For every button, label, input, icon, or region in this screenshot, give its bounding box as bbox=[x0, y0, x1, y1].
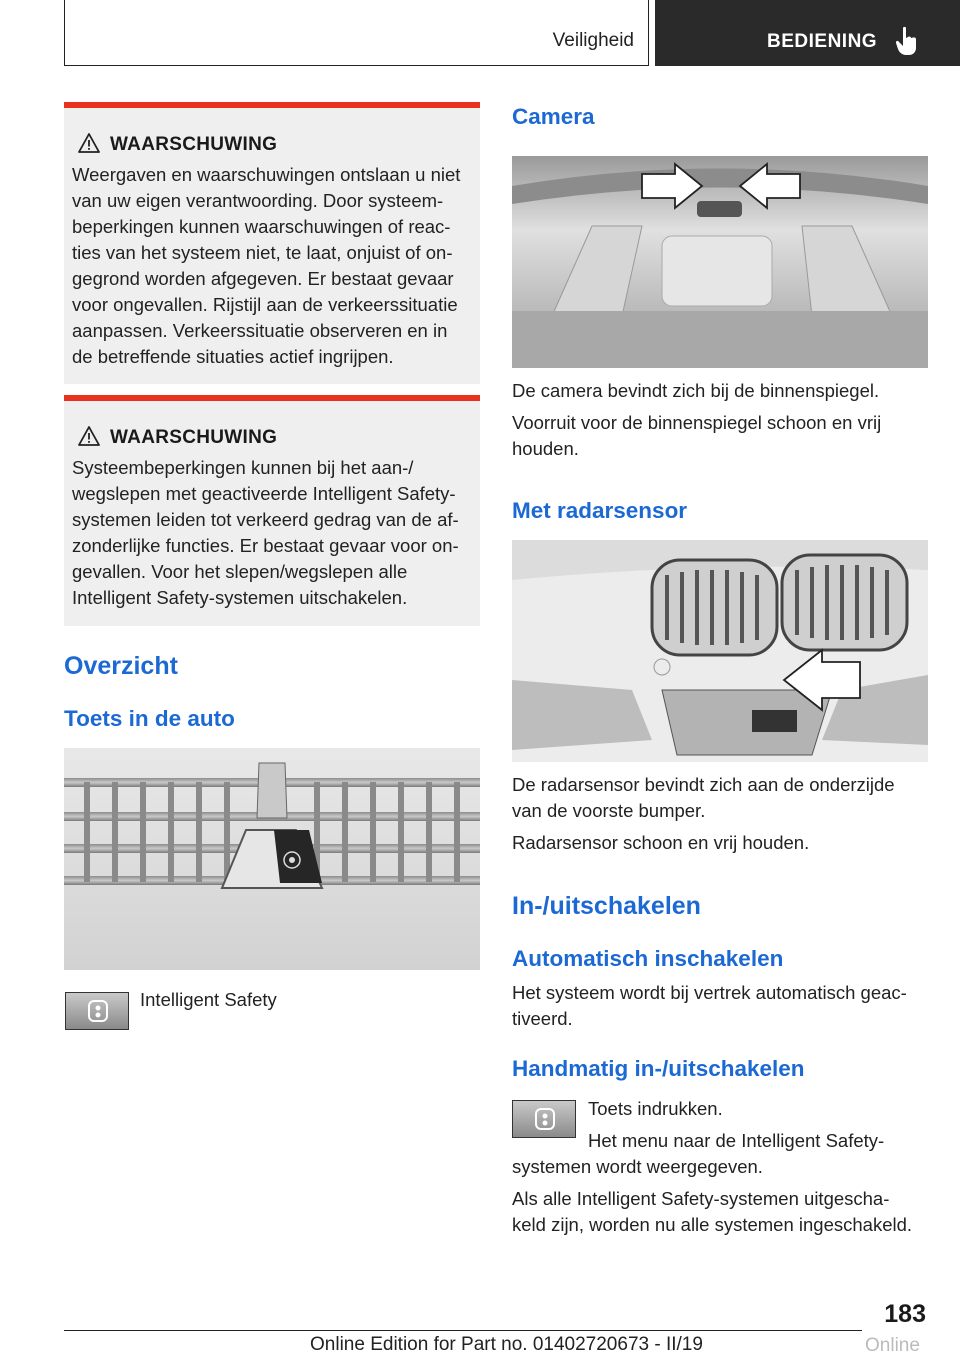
warning-line: Systeembeperkingen kunnen bij het aan-/ bbox=[72, 457, 414, 478]
warning-line: voor ongevallen. Rijstijl aan de verkeerssituatie bbox=[72, 294, 458, 315]
warning-line: ties van het systeem niet, te laat, onjuist of on- bbox=[72, 242, 453, 263]
header-section-box bbox=[64, 0, 649, 66]
manual-result-line-1: Het menu naar de Intelligent Safety- bbox=[588, 1130, 885, 1151]
warning-title-text: WAARSCHUWING bbox=[110, 134, 278, 155]
warning-triangle-icon bbox=[78, 133, 100, 153]
warning-triangle-icon bbox=[78, 426, 100, 446]
header-chapter-title: BEDIENING bbox=[767, 31, 878, 52]
camera-image bbox=[512, 156, 928, 368]
warning-line: beperkingen kunnen waarschuwingen of reac- bbox=[72, 216, 451, 237]
pointing-hand-icon bbox=[895, 26, 919, 56]
camera-clean-text bbox=[512, 410, 881, 462]
radar-clean-text: Radarsensor schoon en vrij houden. bbox=[512, 832, 810, 853]
warning-title-2 bbox=[72, 427, 472, 451]
intelligent-safety-button-icon bbox=[512, 1100, 576, 1138]
manual-result-line-2: systemen wordt weergegeven. bbox=[512, 1156, 763, 1177]
text-line: keld zijn, worden nu alle systemen ingeschakeld. bbox=[512, 1214, 913, 1235]
text-line: De radarsensor bevindt zich aan de onderzijde bbox=[512, 774, 895, 795]
text-line: Voorruit voor de binnenspiegel schoon en vrij bbox=[512, 412, 882, 433]
text-line: Als alle Intelligent Safety-systemen uitgescha- bbox=[512, 1188, 890, 1209]
onoff-heading: In-/uitschakelen bbox=[512, 892, 701, 920]
warning-line: gevallen. Voor het slepen/wegslepen alle bbox=[72, 561, 408, 582]
warning-text-2 bbox=[72, 455, 472, 611]
overview-heading: Overzicht bbox=[64, 652, 178, 680]
warning-box-2 bbox=[64, 395, 480, 626]
warning-line: aanpassen. Verkeerssituatie observeren en in bbox=[72, 320, 448, 341]
header-chapter-box bbox=[655, 0, 960, 66]
warning-line: Weergaven en waarschuwingen ontslaan u niet bbox=[72, 164, 461, 185]
intelligent-safety-button-icon bbox=[65, 992, 129, 1030]
manual-step-text: Toets indrukken. bbox=[588, 1098, 723, 1119]
manual-note-text bbox=[512, 1186, 912, 1238]
text-line: tiveerd. bbox=[512, 1008, 573, 1029]
manual-onoff-heading: Handmatig in-/uitschakelen bbox=[512, 1056, 805, 1081]
button-in-car-heading: Toets in de auto bbox=[64, 706, 235, 731]
radar-image bbox=[512, 540, 928, 762]
warning-title-text: WAARSCHUWING bbox=[110, 427, 278, 448]
warning-line: gegrond worden afgegeven. Er bestaat gevaar bbox=[72, 268, 454, 289]
auto-activation-text bbox=[512, 980, 907, 1032]
auto-activation-heading: Automatisch inschakelen bbox=[512, 946, 784, 971]
camera-location-text: De camera bevindt zich bij de binnenspiegel. bbox=[512, 380, 880, 401]
warning-line: systemen leiden tot verkeerd gedrag van de af- bbox=[72, 509, 459, 530]
footer-divider bbox=[64, 1330, 862, 1331]
text-line: houden. bbox=[512, 438, 579, 459]
text-line: van de voorste bumper. bbox=[512, 800, 706, 821]
watermark-text: Online bbox=[865, 1335, 920, 1356]
button-in-car-image bbox=[64, 748, 480, 970]
warning-text-1 bbox=[72, 162, 472, 370]
intelligent-safety-label: Intelligent Safety bbox=[140, 989, 277, 1010]
warning-title-1 bbox=[72, 134, 472, 158]
header-section-title: Veiligheid bbox=[552, 30, 634, 51]
warning-line: wegslepen met geactiveerde Intelligent Safety- bbox=[72, 483, 456, 504]
radar-location-text bbox=[512, 772, 895, 824]
warning-line: de betreffende situaties actief ingrijpen. bbox=[72, 346, 394, 367]
warning-line: Intelligent Safety-systemen uitschakelen. bbox=[72, 587, 408, 608]
footer-edition-text: Online Edition for Part no. 01402720673 - II/19 bbox=[310, 1334, 703, 1355]
text-line: Het systeem wordt bij vertrek automatisch geac- bbox=[512, 982, 907, 1003]
warning-box-1 bbox=[64, 102, 480, 384]
warning-line: van uw eigen verantwoording. Door systeem- bbox=[72, 190, 444, 211]
warning-line: zonderlijke functies. Er bestaat gevaar voor on- bbox=[72, 535, 459, 556]
radar-heading: Met radarsensor bbox=[512, 498, 688, 523]
page-number: 183 bbox=[884, 1300, 926, 1328]
camera-heading: Camera bbox=[512, 104, 595, 129]
